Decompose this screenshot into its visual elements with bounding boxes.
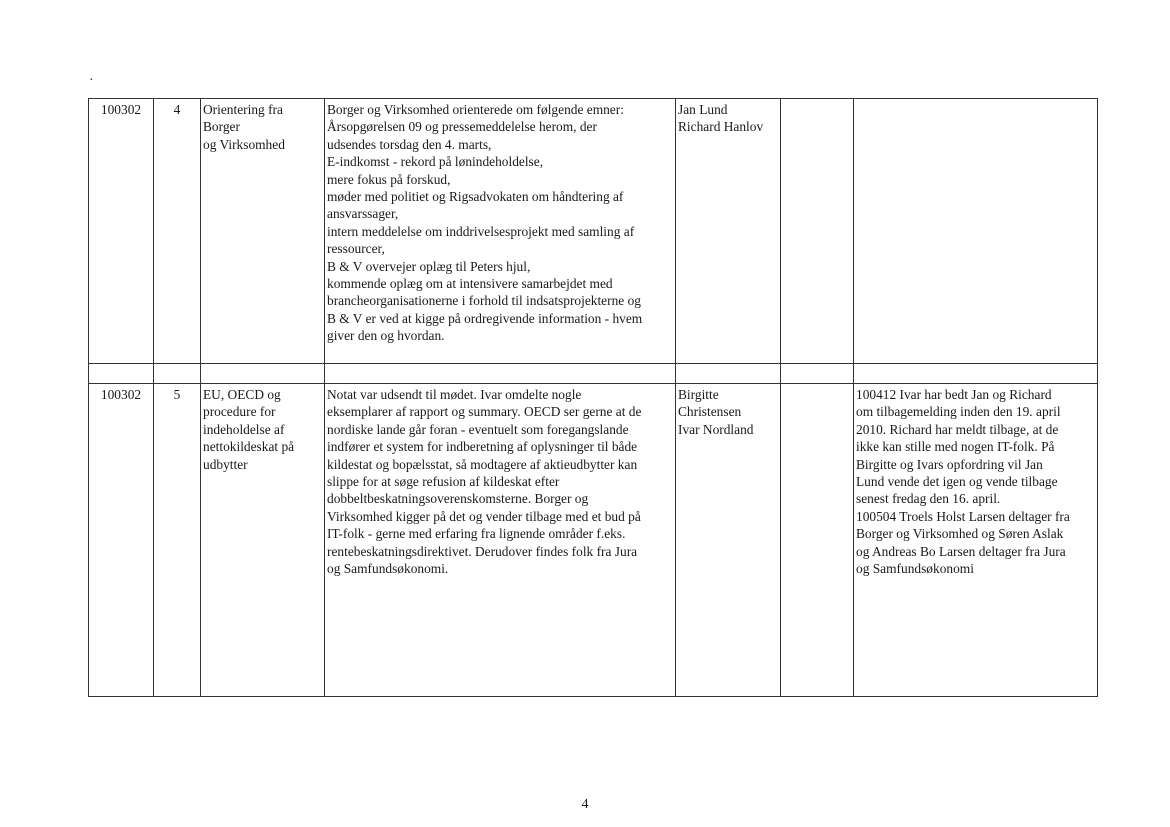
text-line: 2010. Richard har meldt tilbage, at de <box>856 421 1059 437</box>
text-line: udsendes torsdag den 4. marts, <box>327 136 492 152</box>
text-line: Borger og Virksomhed orienterede om følgende emner: <box>327 102 624 117</box>
text-line: nettokildeskat på <box>203 439 295 455</box>
text-line: møder med politiet og Rigsadvokaten om håndtering af <box>327 189 624 205</box>
item-number-cell: 4 <box>154 99 201 364</box>
subject-cell <box>201 384 325 697</box>
table-row <box>89 99 1098 364</box>
text-line: kommende oplæg om at intensivere samarbejdet med <box>327 276 613 292</box>
text-line: Birgitte og Ivars opfordring vil Jan <box>856 456 1043 472</box>
text-line: B & V overvejer oplæg til Peters hjul, <box>327 258 531 274</box>
spacer-row <box>89 364 1098 384</box>
text-line: B & V er ved at kigge på ordregivende information - hvem <box>327 310 643 326</box>
text-line: Borger og Virksomhed og Søren Aslak <box>856 526 1064 542</box>
text-line: mere fokus på forskud, <box>327 171 451 187</box>
text-line: Årsopgørelsen 09 og pressemeddelelse herom, der <box>327 119 597 135</box>
date-cell: 100302 <box>89 384 154 697</box>
text-line: Lund vende det igen og vende tilbage <box>856 474 1058 490</box>
text-line: giver den og hvordan. <box>327 328 445 344</box>
description-cell <box>325 384 676 697</box>
text-line: intern meddelelse om inddrivelsesprojekt med samling af <box>327 223 635 239</box>
text-line: Orientering fra <box>203 102 283 117</box>
minutes-table <box>88 98 1098 697</box>
text-line: Borger <box>203 119 240 135</box>
text-line: EU, OECD og <box>203 387 281 402</box>
text-line: rentebeskatningsdirektivet. Derudover findes folk fra Jura <box>327 543 638 559</box>
date-cell: 100302 <box>89 99 154 364</box>
text-line: kildestat og bopælsstat, så modtagere af aktieudbytter kan <box>327 456 638 472</box>
text-line: ikke kan stille med nogen IT-folk. På <box>856 439 1055 455</box>
text-line: slippe for at søge refusion af kildeskat efter <box>327 474 560 490</box>
text-line: Christensen <box>678 404 742 420</box>
deadline-cell <box>781 99 854 364</box>
text-line: Birgitte <box>678 387 719 402</box>
text-line: om tilbagemelding inden den 19. april <box>856 404 1061 420</box>
text-line: 100412 Ivar har bedt Jan og Richard <box>856 387 1052 402</box>
text-line: procedure for <box>203 404 276 420</box>
text-line: indeholdelse af <box>203 421 285 437</box>
text-line: 100504 Troels Holst Larsen deltager fra <box>856 508 1070 524</box>
text-line: ressourcer, <box>327 241 385 257</box>
text-line: brancheorganisationerne i forhold til indsatsprojekterne og <box>327 293 641 309</box>
followup-cell <box>854 384 1098 697</box>
subject-cell <box>201 99 325 364</box>
text-line: nordiske lande går foran - eventuelt som foregangslande <box>327 421 629 437</box>
text-line: senest fredag den 16. april. <box>856 491 1001 507</box>
text-line: udbytter <box>203 456 248 472</box>
text-line: og Samfundsøkonomi. <box>327 561 449 577</box>
description-cell <box>325 99 676 364</box>
text-line: ansvarssager, <box>327 206 399 222</box>
text-line: IT-folk - gerne med erfaring fra lignende områder f.eks. <box>327 526 626 542</box>
deadline-cell <box>781 384 854 697</box>
item-number-cell: 5 <box>154 384 201 697</box>
text-line: E-indkomst - rekord på lønindeholdelse, <box>327 154 544 170</box>
text-line: indfører et system for indberetning af oplysninger til både <box>327 439 638 455</box>
text-line: og Virksomhed <box>203 136 285 152</box>
text-line: Notat var udsendt til mødet. Ivar omdelte nogle <box>327 387 582 402</box>
text-line: Ivar Nordland <box>678 421 754 437</box>
text-line: Virksomhed kigger på det og vender tilbage med et bud på <box>327 508 641 524</box>
responsible-cell <box>676 99 781 364</box>
text-line: dobbeltbeskatningsoverenskomsterne. Borger og <box>327 491 589 507</box>
text-line: Richard Hanlov <box>678 119 764 135</box>
followup-cell <box>854 99 1098 364</box>
responsible-cell <box>676 384 781 697</box>
table-row <box>89 384 1098 697</box>
text-line: eksemplarer af rapport og summary. OECD ser gerne at de <box>327 404 642 420</box>
stray-mark: · <box>89 73 94 88</box>
text-line: og Samfundsøkonomi <box>856 561 974 577</box>
text-line: Jan Lund <box>678 102 728 117</box>
page-number: 4 <box>581 797 589 812</box>
text-line: og Andreas Bo Larsen deltager fra Jura <box>856 543 1066 559</box>
